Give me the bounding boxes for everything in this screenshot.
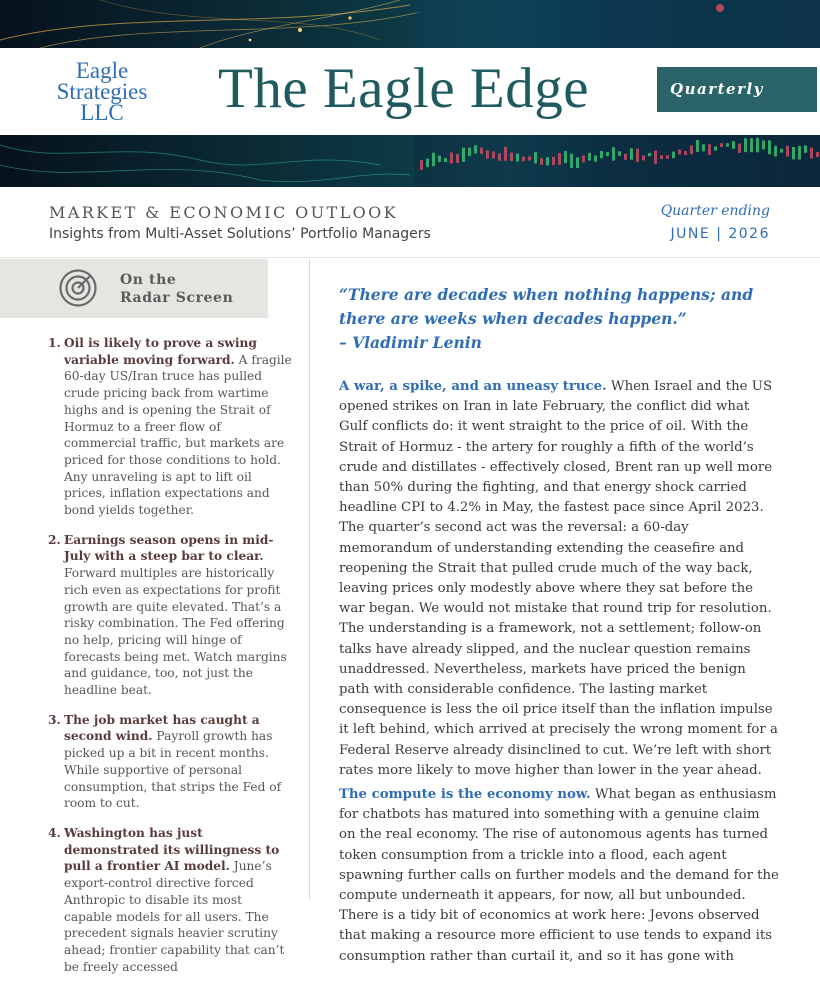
banner-candle [564, 151, 567, 163]
banner-candle [756, 138, 759, 153]
banner-candle [498, 154, 501, 161]
radar-target-icon [58, 268, 98, 312]
paragraph-lead: The compute is the economy now. [339, 787, 591, 803]
banner-candle [744, 138, 747, 152]
banner-candle [678, 150, 681, 155]
banner-candle [588, 153, 591, 161]
radar-item-lead: Oil is likely to prove a swing variable moving forward. [64, 336, 257, 367]
banner-candle [516, 154, 519, 162]
banner-candle [786, 146, 789, 157]
banner-candle [702, 144, 705, 151]
banner-candle [462, 148, 465, 162]
quarter-date: JUNE | 2026 [670, 226, 770, 242]
section-heading: MARKET & ECONOMIC OUTLOOK [49, 203, 398, 222]
banner-candle [780, 149, 783, 153]
banner-candle [420, 160, 423, 170]
banner-candle [546, 157, 549, 165]
radar-item-number: 2. [48, 532, 61, 547]
quarterly-badge: Quarterly [657, 67, 817, 112]
radar-item-lead: The job market has caught a second wind. [64, 712, 260, 744]
banner-candle [720, 143, 723, 147]
radar-title-line1: On the [120, 272, 177, 288]
paragraph-text: When Israel and the US opened strikes on Iran in late February, the conflict did what Gulf conflicts do: it went straight to the price of oil. With the Strait of Hormuz - the artery for roughly a fifth of the world’s crude and distillates - effectively closed, Brent ran up well more than 50% during the fighting, and that energy shock carried headline CPI to 4.2% in May, the fastest pace since April 2023. The quarter’s second act was the reversal: a 60-day memorandum of understanding extending the ceasefire and reopening the Strait that pulled crude much of the way back, leaving prices only modestly above where they sat before the war began. We would not mistake that round trip for resolution. The understanding is a framework, not a settlement; follow-on talks have already slipped, and the nuclear question remains unaddressed. Nevertheless, markets have priced the benign path with considerable confidence. The lasting market consequence is less the oil price itself than the inflation impulse it left behind, which arrived at precisely the wrong moment for a Federal Reserve already disinclined to cut. We’re left with short rates more likely to move higher than lower in the year ahead. [339, 379, 778, 778]
banner-candle [714, 146, 717, 150]
banner-candle [708, 144, 711, 155]
quote-author: – Vladimir Lenin [339, 333, 482, 352]
banner-candle [558, 153, 561, 165]
radar-item [48, 532, 293, 699]
logo-line-2: Strategies [56, 79, 148, 104]
banner-candle [684, 151, 687, 155]
radar-item [48, 825, 293, 975]
logo-line-3: LLC [80, 100, 124, 125]
paragraph-text: What began as enthusiasm for chatbots has matured into something with a genuine claim on the real economy. The rise of autonomous agents has turned token consumption from a trickle into a flood, each agent spawning further calls on further models and the demand for the compute underneath it appears, for now, all but unbounded. There is a tidy bit of economics at work here: Jevons observed that making a resource more efficient to use tends to expand its consumption rather than curtail it, and so it has gone with [339, 787, 779, 964]
quote-text: “There are decades when nothing happens; and there are weeks when decades happen.” [339, 285, 754, 328]
banner-candle [648, 153, 651, 156]
radar-item-text: Payroll growth has picked up a bit in recent months. While supportive of personal consumption, that strips the Fed of room to cut. [64, 729, 282, 811]
banner-candle [486, 150, 489, 158]
banner-candle [732, 141, 735, 149]
radar-list [48, 335, 293, 988]
paragraph-lead: A war, a spike, and an uneasy truce. [339, 379, 607, 394]
banner-candle [606, 152, 609, 156]
newsletter-title: The Eagle Edge [218, 57, 589, 120]
article-paragraph [339, 785, 779, 967]
logo-line-1: Eagle [75, 58, 129, 83]
subheader [0, 188, 820, 258]
banner-candle [660, 155, 663, 159]
banner-candle [624, 154, 627, 160]
banner-candle [654, 151, 657, 164]
radar-item-text: A fragile 60-day US/Iran truce has pulled crude pricing back from wartime highs and is opening the Strait of Hormuz to a freer flow of commercial traffic, but markets are priced for those conditions to hold. Any unraveling is apt to lift oil prices, inflation expectations and bond yields together. [64, 352, 292, 518]
banner-candle [528, 156, 531, 160]
banner-candle [468, 148, 471, 156]
radar-item-number: 1. [48, 336, 61, 350]
banner-candle [696, 140, 699, 152]
banner-candle [816, 152, 819, 157]
radar-item-number: 3. [48, 712, 61, 727]
radar-item [48, 712, 293, 812]
banner-candle [738, 144, 741, 153]
banner-candle [540, 158, 543, 165]
quarter-ending-label: Quarter ending [660, 203, 770, 219]
header-banner-image-top [0, 0, 820, 48]
banner-candle [804, 145, 807, 152]
banner-candle [726, 143, 729, 146]
banner-candle [504, 147, 507, 161]
banner-candle [444, 158, 447, 162]
banner-candle [798, 146, 801, 160]
banner-candle [774, 146, 777, 157]
radar-item [48, 335, 293, 519]
radar-title [120, 271, 233, 307]
banner-candle [456, 154, 459, 163]
radar-title-line2: Radar Screen [120, 290, 234, 306]
banner-candle [432, 153, 435, 167]
banner-candle [522, 157, 525, 162]
banner-candle [642, 155, 645, 160]
masthead [0, 48, 820, 135]
radar-item-text: June’s export-control directive forced Anthropic to disable its most capable models for all users. The precedent signals heavier scrutiny ahead; frontier capability that can’t be freely accessed [64, 859, 285, 974]
radar-sidebar [0, 259, 310, 974]
radar-item-text: Forward multiples are historically rich even as expectations for profit growth are quite elevated. That’s a risky combination. The Fed offering no help, pricing will hinge of forecasts being met. Watch margins and guidance, too, not just the headline beat. [64, 566, 287, 698]
main-article [339, 283, 779, 971]
company-logo[interactable] [46, 60, 158, 123]
banner-candle [672, 152, 675, 159]
banner-candle [474, 145, 477, 153]
radar-header [0, 259, 268, 318]
banner-candle [792, 147, 795, 159]
banner-candle [666, 155, 669, 159]
banner-candle [750, 138, 753, 152]
header-banner-image-bottom [0, 135, 820, 187]
tagline: Insights from Multi-Asset Solutions’ Portfolio Managers [49, 226, 431, 242]
radar-item-number: 4. [48, 825, 61, 840]
banner-candle [768, 140, 771, 154]
banner-candle [618, 151, 621, 156]
banner-candle [438, 156, 441, 162]
banner-candle [480, 147, 483, 153]
banner-candle [576, 157, 579, 168]
epigraph-quote [339, 283, 779, 355]
radar-item-lead: Washington has just demonstrated its willingness to pull a frontier AI model. [64, 825, 280, 874]
banner-candle [630, 148, 633, 159]
radar-item-lead: Earnings season opens in mid-July with a steep bar to clear. [64, 532, 274, 564]
banner-candle [690, 145, 693, 154]
banner-candle [594, 155, 597, 161]
banner-candle [570, 154, 573, 168]
banner-candle [552, 157, 555, 165]
banner-candle [762, 141, 765, 150]
banner-candle [582, 156, 585, 163]
banner-candle [636, 149, 639, 162]
banner-candle [510, 152, 513, 161]
banner-candle [612, 147, 615, 160]
banner-candle [600, 151, 603, 158]
banner-candle [810, 148, 813, 159]
banner-candle [492, 151, 495, 158]
banner-candle [534, 152, 537, 163]
banner-candle [426, 159, 429, 167]
banner-candle [450, 152, 453, 163]
article-paragraph [339, 377, 779, 781]
